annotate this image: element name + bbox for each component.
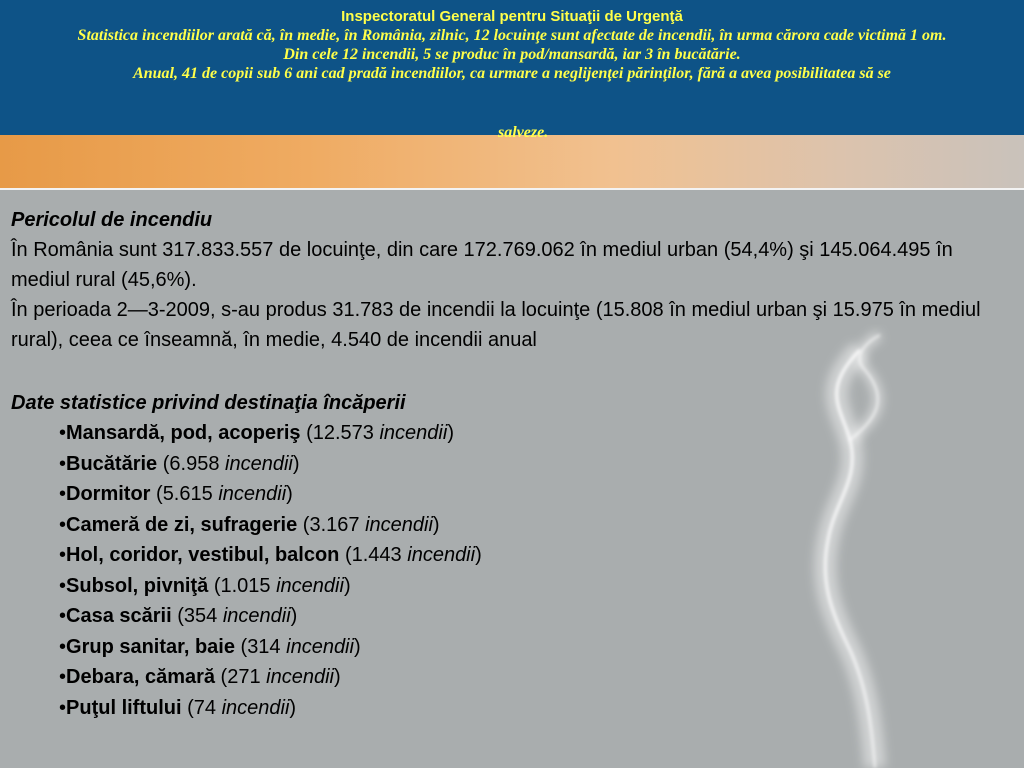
- unit-label: incendii: [225, 452, 293, 475]
- close-paren: ): [292, 452, 300, 475]
- bullet: •: [59, 452, 67, 475]
- list-item: [59, 662, 1011, 693]
- header-line-1: Statistica incendiilor arată că, în medie, în România, zilnic, 12 locuinţe sunt afectate de incendii, în urma cărora cade victimă 1 om.: [77, 27, 947, 44]
- list-item: [59, 693, 1011, 724]
- unit-label: incendii: [379, 422, 448, 444]
- close-paren: ): [447, 422, 454, 444]
- room-name: Grup sanitar, baie: [66, 635, 235, 658]
- section-title-fire-danger: Pericolul de incendiu: [11, 209, 213, 231]
- fire-count: 5.615: [162, 483, 213, 505]
- open-paren: (: [215, 666, 228, 688]
- room-name: Cameră de zi, sufragerie: [66, 513, 298, 536]
- paragraph-dwellings: În România sunt 317.833.557 de locuinţe, din care 172.769.062 în mediul urban (54,4%) şi 145.064.495 în mediul rural (45,6%).: [11, 239, 953, 291]
- unit-label: incendii: [266, 666, 334, 688]
- list-item: [59, 418, 1011, 449]
- room-name: Puţul liftului: [66, 696, 182, 719]
- header-line-2: Din cele 12 incendii, 5 se produc în pod/mansardă, iar 3 în bucătărie.: [283, 46, 741, 63]
- unit-label: incendii: [222, 605, 291, 627]
- room-name: Subsol, pivniţă: [66, 574, 209, 597]
- fire-count: 271: [227, 666, 261, 688]
- bullet: •: [59, 422, 67, 444]
- room-list: [11, 418, 1011, 723]
- list-item: [59, 479, 1011, 510]
- paragraph-fires-period: În perioada 2—3-2009, s-au produs 31.783 de incendii la locuinţe (15.808 în mediul urban şi 15.975 în mediul rural), ceea ce înseamnă, în medie, 4.540 de incendii anual: [11, 299, 981, 351]
- open-paren: (: [339, 544, 352, 566]
- room-name: Hol, coridor, vestibul, balcon: [66, 544, 340, 566]
- header-line-3: Anual, 41 de copii sub 6 ani cad pradă incendiilor, ca urmare a neglijenţei părinţilor, fără a avea posibilitatea să se: [133, 65, 891, 82]
- open-paren: (: [297, 513, 310, 536]
- bullet: •: [59, 574, 67, 597]
- open-paren: (: [208, 574, 221, 597]
- open-paren: (: [234, 635, 248, 658]
- bullet: •: [59, 666, 67, 688]
- bullet: •: [59, 696, 67, 719]
- unit-label: incendii: [365, 513, 433, 536]
- close-paren: ): [432, 513, 440, 536]
- fire-count: 1.015: [220, 574, 271, 597]
- header-cutoff-text: salveze.: [498, 124, 549, 141]
- unit-label: incendii: [286, 635, 354, 658]
- open-paren: (: [171, 605, 184, 627]
- close-paren: ): [333, 666, 341, 688]
- header-title: Inspectoratul General pentru Situaţii de Urgenţă: [341, 8, 683, 25]
- open-paren: (: [150, 483, 163, 505]
- open-paren: (: [300, 422, 313, 444]
- unit-label: incendii: [218, 483, 287, 505]
- close-paren: ): [290, 605, 298, 627]
- fire-count: 6.958: [169, 452, 220, 475]
- room-name: Bucătărie: [66, 452, 158, 475]
- bullet: •: [59, 513, 67, 536]
- fire-count: 3.167: [309, 513, 360, 536]
- fire-count: 74: [193, 696, 217, 719]
- list-item: [59, 449, 1011, 480]
- close-paren: ): [286, 483, 293, 505]
- bullet: •: [59, 635, 67, 658]
- bullet: •: [59, 483, 67, 505]
- fire-count: 354: [183, 605, 218, 627]
- close-paren: ): [353, 635, 361, 658]
- room-name: Mansardă, pod, acoperiş: [66, 422, 301, 444]
- room-name: Debara, cămară: [66, 666, 215, 688]
- room-name: Dormitor: [66, 483, 151, 505]
- content-area: [11, 205, 1011, 723]
- list-item: [59, 571, 1011, 602]
- header-banner: [0, 0, 1024, 135]
- list-item: [59, 510, 1011, 541]
- open-paren: (: [157, 452, 170, 475]
- room-name: Casa scării: [66, 605, 172, 627]
- fire-count: 12.573: [312, 422, 374, 444]
- divider-line: [0, 188, 1024, 190]
- header-overflow: [0, 124, 1024, 143]
- section-title-room-statistics: Date statistice privind destinaţia încăperii: [11, 392, 406, 414]
- close-paren: ): [343, 574, 351, 597]
- bullet: •: [59, 544, 67, 566]
- list-item: [59, 540, 1011, 571]
- list-item: [59, 632, 1011, 663]
- unit-label: incendii: [407, 544, 476, 566]
- fire-count: 314: [247, 635, 281, 658]
- bullet: •: [59, 605, 67, 627]
- list-item: [59, 601, 1011, 632]
- open-paren: (: [181, 696, 194, 719]
- fire-count: 1.443: [351, 544, 402, 566]
- close-paren: ): [289, 696, 297, 719]
- unit-label: incendii: [276, 574, 344, 597]
- close-paren: ): [475, 544, 482, 566]
- unit-label: incendii: [221, 696, 290, 719]
